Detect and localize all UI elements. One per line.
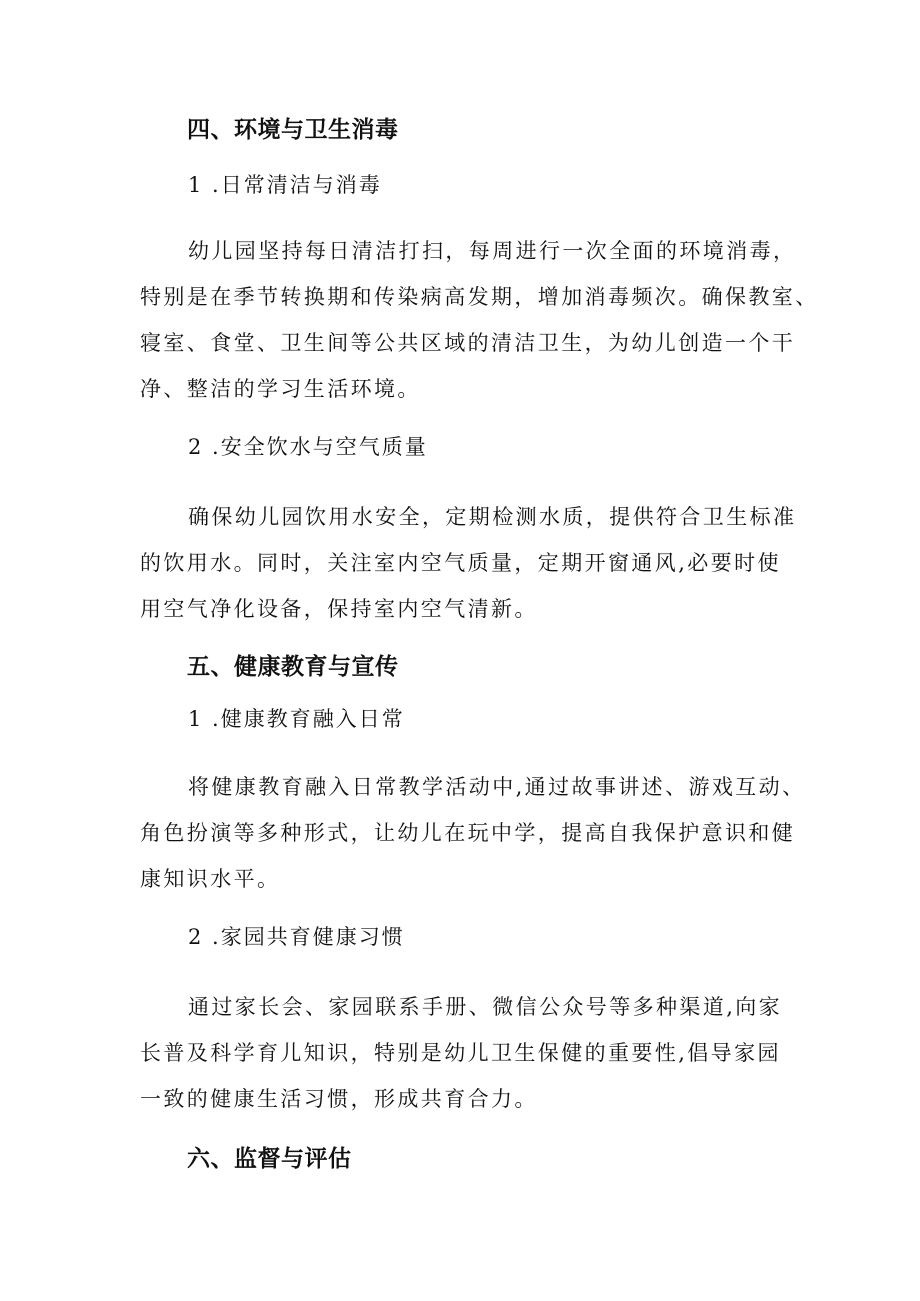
subheading-daily-cleaning: 1 .日常清洁与消毒	[188, 173, 382, 197]
paragraph-line: 净、整洁的学习生活环境。	[140, 377, 421, 401]
paragraph-line: 确保幼儿园饮用水安全，定期检测水质，提供符合卫生标准	[188, 505, 797, 529]
paragraph-line: 通过家长会、家园联系手册、微信公众号等多种渠道,向家	[188, 995, 783, 1019]
paragraph-water-air	[140, 494, 797, 632]
paragraph-line: 康知识水平。	[140, 867, 281, 891]
paragraph-line: 角色扮演等多种形式，让幼儿在玩中学，提高自我保护意识和健	[140, 821, 796, 845]
paragraph-daily-cleaning	[140, 228, 819, 412]
section-heading-environment: 四、环境与卫生消毒	[187, 117, 399, 143]
subheading-health-daily: 1 .健康教育融入日常	[188, 707, 405, 731]
paragraph-health-daily	[140, 764, 806, 902]
paragraph-line: 幼儿园坚持每日清洁打扫，每周进行一次全面的环境消毒，	[188, 239, 797, 263]
section-heading-health-education: 五、健康教育与宣传	[187, 654, 399, 680]
paragraph-line: 寝室、食堂、卫生间等公共区域的清洁卫生，为幼儿创造一个干	[140, 331, 796, 355]
subheading-home-school: 2 .家园共育健康习惯	[188, 925, 405, 949]
section-heading-supervision: 六、监督与评估	[187, 1146, 352, 1172]
paragraph-line: 一致的健康生活习惯，形成共育合力。	[140, 1087, 538, 1111]
paragraph-line: 将健康教育融入日常教学活动中,通过故事讲述、游戏互动、	[188, 775, 806, 799]
paragraph-line: 用空气净化设备，保持室内空气清新。	[140, 597, 538, 621]
paragraph-line: 的饮用水。同时，关注室内空气质量，定期开窗通风,必要时使	[140, 551, 781, 575]
subheading-water-air: 2 .安全饮水与空气质量	[188, 435, 428, 459]
paragraph-home-school	[140, 984, 783, 1122]
paragraph-line: 长普及科学育儿知识，特别是幼儿卫生保健的重要性,倡导家园	[140, 1041, 781, 1065]
paragraph-line: 特别是在季节转换期和传染病高发期，增加消毒频次。确保教室、	[140, 285, 819, 309]
